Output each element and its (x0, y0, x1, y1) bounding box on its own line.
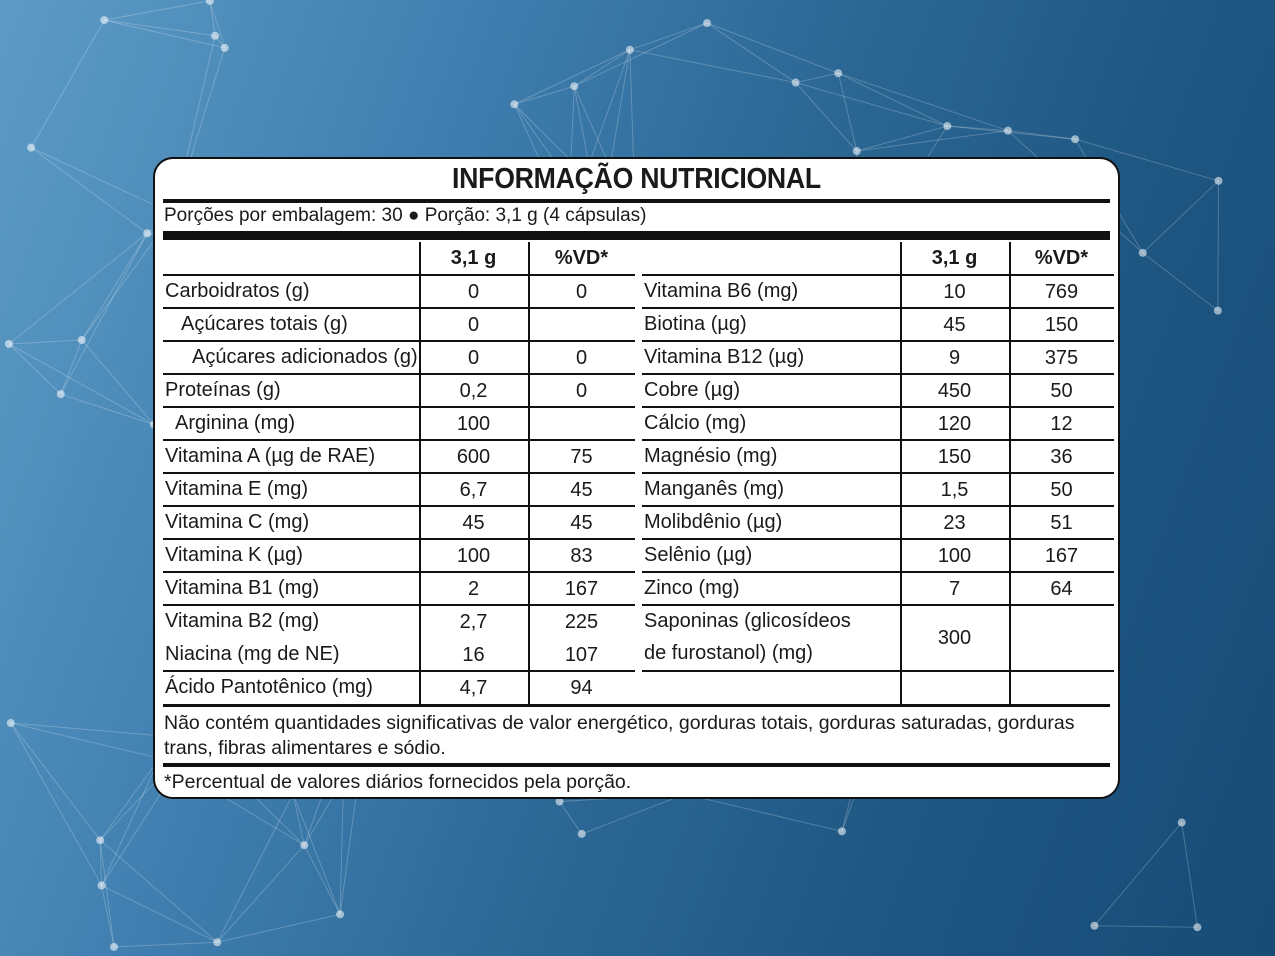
left-column-divider (419, 242, 421, 704)
right-row-name: Vitamina B6 (mg) (644, 280, 799, 302)
network-node (1139, 249, 1147, 257)
left-row-value: 100 (456, 413, 491, 435)
left-row-name: Vitamina A (µg de RAE) (165, 445, 376, 467)
left-row-name: Carboidratos (g) (165, 280, 310, 302)
network-link (102, 885, 218, 942)
network-link (210, 1, 215, 36)
network-node (98, 881, 106, 889)
left-column-divider (528, 242, 530, 704)
left-row-value: 0 (467, 347, 480, 369)
left-row-name: Açúcares adicionados (g) (192, 346, 418, 368)
right-row-name: Manganês (mg) (644, 478, 785, 500)
network-node (510, 100, 518, 108)
network-node (78, 336, 86, 344)
left-row-vd: 75 (570, 446, 593, 468)
left-row-divider (163, 340, 635, 342)
network-link (796, 83, 857, 151)
left-row-divider (163, 406, 635, 408)
right-row-name: Magnésio (mg) (644, 445, 778, 467)
left-row-name: Ácido Pantotênico (mg) (165, 676, 373, 698)
network-node (703, 19, 711, 27)
network-link (100, 840, 217, 942)
left-row-value: 0,2 (459, 380, 488, 402)
network-link (9, 233, 147, 344)
left-row-name: Vitamina K (µg) (165, 544, 303, 566)
footnote-line-1: Não contém quantidades significativas de valor energético, gorduras totais, gorduras saturadas, gorduras (164, 712, 1075, 734)
left-row-vd: 225 (564, 611, 599, 633)
network-node (1193, 923, 1201, 931)
network-node (834, 69, 842, 77)
network-link (31, 20, 104, 148)
network-link (947, 126, 1008, 131)
network-node (1215, 177, 1223, 185)
right-row-value: 10 (943, 281, 966, 303)
left-row-divider (163, 505, 635, 507)
left-row-divider (163, 571, 635, 573)
right-row-name: Vitamina B12 (µg) (644, 346, 805, 368)
right-row-divider (642, 571, 1114, 573)
left-row-value: 6,7 (459, 479, 488, 501)
network-link (304, 845, 340, 914)
left-row-value: 100 (456, 545, 491, 567)
network-link (104, 1, 210, 20)
network-node (213, 938, 221, 946)
network-link (61, 340, 82, 394)
network-link (707, 23, 838, 73)
network-link (102, 885, 114, 946)
left-row-name: Proteínas (g) (165, 379, 281, 401)
right-row-divider (642, 340, 1114, 342)
right-header-portion: 3,1 g (931, 247, 978, 269)
network-node (1214, 307, 1222, 315)
network-link (685, 794, 842, 831)
network-link (1094, 926, 1197, 927)
left-row-value: 2,7 (459, 611, 488, 633)
vd-note: *Percentual de valores diários fornecidos pela porção. (164, 771, 632, 793)
network-node (943, 122, 951, 130)
left-row-divider (163, 670, 635, 672)
left-header-portion: 3,1 g (450, 247, 497, 269)
network-node (570, 82, 578, 90)
network-link (82, 233, 148, 340)
left-row-value: 2 (467, 578, 480, 600)
right-row-name: Cálcio (mg) (644, 412, 747, 434)
right-row-divider (642, 406, 1114, 408)
network-link (217, 914, 340, 942)
right-row-value: 450 (937, 380, 972, 402)
network-node (626, 46, 634, 54)
right-row-name: Cobre (µg) (644, 379, 740, 401)
network-link (210, 1, 225, 48)
network-node (143, 229, 151, 237)
right-row-divider (642, 472, 1114, 474)
right-row-divider (642, 274, 1114, 276)
network-node (336, 910, 344, 918)
title-divider (163, 199, 1110, 203)
network-link (114, 942, 217, 947)
network-link (574, 23, 707, 86)
network-link (11, 723, 102, 885)
right-row-name: Biotina (µg) (644, 313, 747, 335)
right-row-value: 100 (937, 545, 972, 567)
right-row-divider (642, 538, 1114, 540)
left-row-value: 4,7 (459, 677, 488, 699)
left-row-vd: 0 (575, 281, 588, 303)
left-row-vd: 107 (564, 644, 599, 666)
table-bottom-divider (163, 704, 1110, 707)
right-row-value: 9 (948, 347, 961, 369)
right-row-divider (642, 670, 1114, 672)
footnote-line-2: trans, fibras alimentares e sódio. (164, 737, 446, 759)
left-row-divider (163, 307, 635, 309)
left-row-name: Açúcares totais (g) (181, 313, 348, 335)
nutrition-facts-panel (153, 157, 1120, 799)
network-node (1071, 135, 1079, 143)
left-row-vd: 45 (570, 512, 593, 534)
right-row-value: 7 (948, 578, 961, 600)
network-link (1094, 823, 1181, 926)
network-node (221, 44, 229, 52)
right-row-value: 1,5 (940, 479, 969, 501)
right-row-value: 23 (943, 512, 966, 534)
left-row-vd: 0 (575, 380, 588, 402)
right-header-vd: %VD* (1034, 247, 1089, 269)
network-link (1143, 181, 1219, 253)
network-node (792, 79, 800, 87)
network-link (838, 73, 857, 151)
network-link (31, 148, 147, 234)
left-row-vd: 0 (575, 347, 588, 369)
right-row-divider (642, 604, 1114, 606)
network-link (9, 340, 82, 344)
right-row-divider (642, 439, 1114, 441)
network-node (100, 16, 108, 24)
right-column-divider (900, 242, 902, 704)
network-link (61, 233, 147, 394)
network-link (630, 23, 707, 50)
right-row-vd: 51 (1050, 512, 1073, 534)
left-row-divider (163, 604, 635, 606)
left-row-vd: 83 (570, 545, 593, 567)
left-row-value: 0 (467, 314, 480, 336)
thick-divider (163, 231, 1110, 240)
right-row-vd: 36 (1050, 446, 1073, 468)
network-node (96, 836, 104, 844)
left-row-divider (163, 373, 635, 375)
left-row-name: Arginina (mg) (175, 412, 296, 434)
left-row-vd: 94 (570, 677, 593, 699)
left-row-name: Vitamina E (mg) (165, 478, 309, 500)
network-link (82, 340, 154, 425)
right-row-value: 150 (937, 446, 972, 468)
left-row-vd: 45 (570, 479, 593, 501)
left-row-vd: 167 (564, 578, 599, 600)
left-row-name: Vitamina B2 (mg) (165, 610, 320, 632)
network-link (100, 758, 159, 840)
network-link (217, 845, 304, 942)
network-node (300, 841, 308, 849)
network-node (1004, 127, 1012, 135)
right-row-vd: 167 (1044, 545, 1079, 567)
network-link (582, 794, 685, 834)
left-row-divider (163, 274, 635, 276)
right-row-name: Zinco (mg) (644, 577, 740, 599)
panel-title: INFORMAÇÃO NUTRICIONAL (452, 163, 821, 195)
network-link (857, 131, 1008, 151)
network-node (5, 340, 13, 348)
right-row-name: Selênio (µg) (644, 544, 753, 566)
network-link (560, 802, 582, 834)
footnote-divider (163, 763, 1110, 767)
left-row-value: 16 (462, 644, 485, 666)
left-row-divider (163, 472, 635, 474)
left-row-name: Vitamina B1 (mg) (165, 577, 320, 599)
right-row-value: 45 (943, 314, 966, 336)
network-node (853, 147, 861, 155)
network-link (1143, 253, 1218, 311)
left-row-value: 600 (456, 446, 491, 468)
network-link (574, 50, 630, 86)
saponin-name-line2: de furostanol) (mg) (644, 642, 813, 664)
left-row-value: 0 (467, 281, 480, 303)
right-row-divider (642, 505, 1114, 507)
right-row-vd: 50 (1050, 380, 1073, 402)
left-row-divider (163, 439, 635, 441)
right-row-value: 120 (937, 413, 972, 435)
saponin-value: 300 (937, 627, 972, 649)
right-row-divider (642, 373, 1114, 375)
serving-info: Porções por embalagem: 30 ● Porção: 3,1 g (4 cápsulas) (164, 205, 647, 226)
network-node (1090, 922, 1098, 930)
network-link (514, 86, 574, 104)
right-row-vd: 50 (1050, 479, 1073, 501)
network-link (104, 20, 215, 36)
left-header-vd: %VD* (554, 247, 609, 269)
right-row-vd: 64 (1050, 578, 1073, 600)
left-row-divider (163, 538, 635, 540)
right-row-vd: 769 (1044, 281, 1079, 303)
right-column-divider (1009, 242, 1011, 704)
network-node (211, 32, 219, 40)
network-node (7, 719, 15, 727)
network-node (578, 830, 586, 838)
right-row-name: Molibdênio (µg) (644, 511, 783, 533)
network-node (57, 390, 65, 398)
right-row-vd: 12 (1050, 413, 1073, 435)
network-node (206, 0, 214, 5)
left-row-value: 45 (462, 512, 485, 534)
network-node (27, 144, 35, 152)
network-node (838, 827, 846, 835)
network-link (796, 73, 839, 82)
left-row-name: Vitamina C (mg) (165, 511, 310, 533)
network-link (1218, 181, 1219, 311)
network-link (514, 50, 630, 104)
network-node (110, 943, 118, 951)
right-row-vd: 375 (1044, 347, 1079, 369)
right-row-divider (642, 307, 1114, 309)
left-row-name: Niacina (mg de NE) (165, 643, 340, 665)
network-link (100, 840, 114, 947)
network-node (1178, 819, 1186, 827)
network-link (1008, 131, 1075, 140)
network-link (104, 20, 224, 48)
network-link (1182, 823, 1198, 928)
saponin-name-line1: Saponinas (glicosídeos (644, 610, 851, 632)
right-row-vd: 150 (1044, 314, 1079, 336)
